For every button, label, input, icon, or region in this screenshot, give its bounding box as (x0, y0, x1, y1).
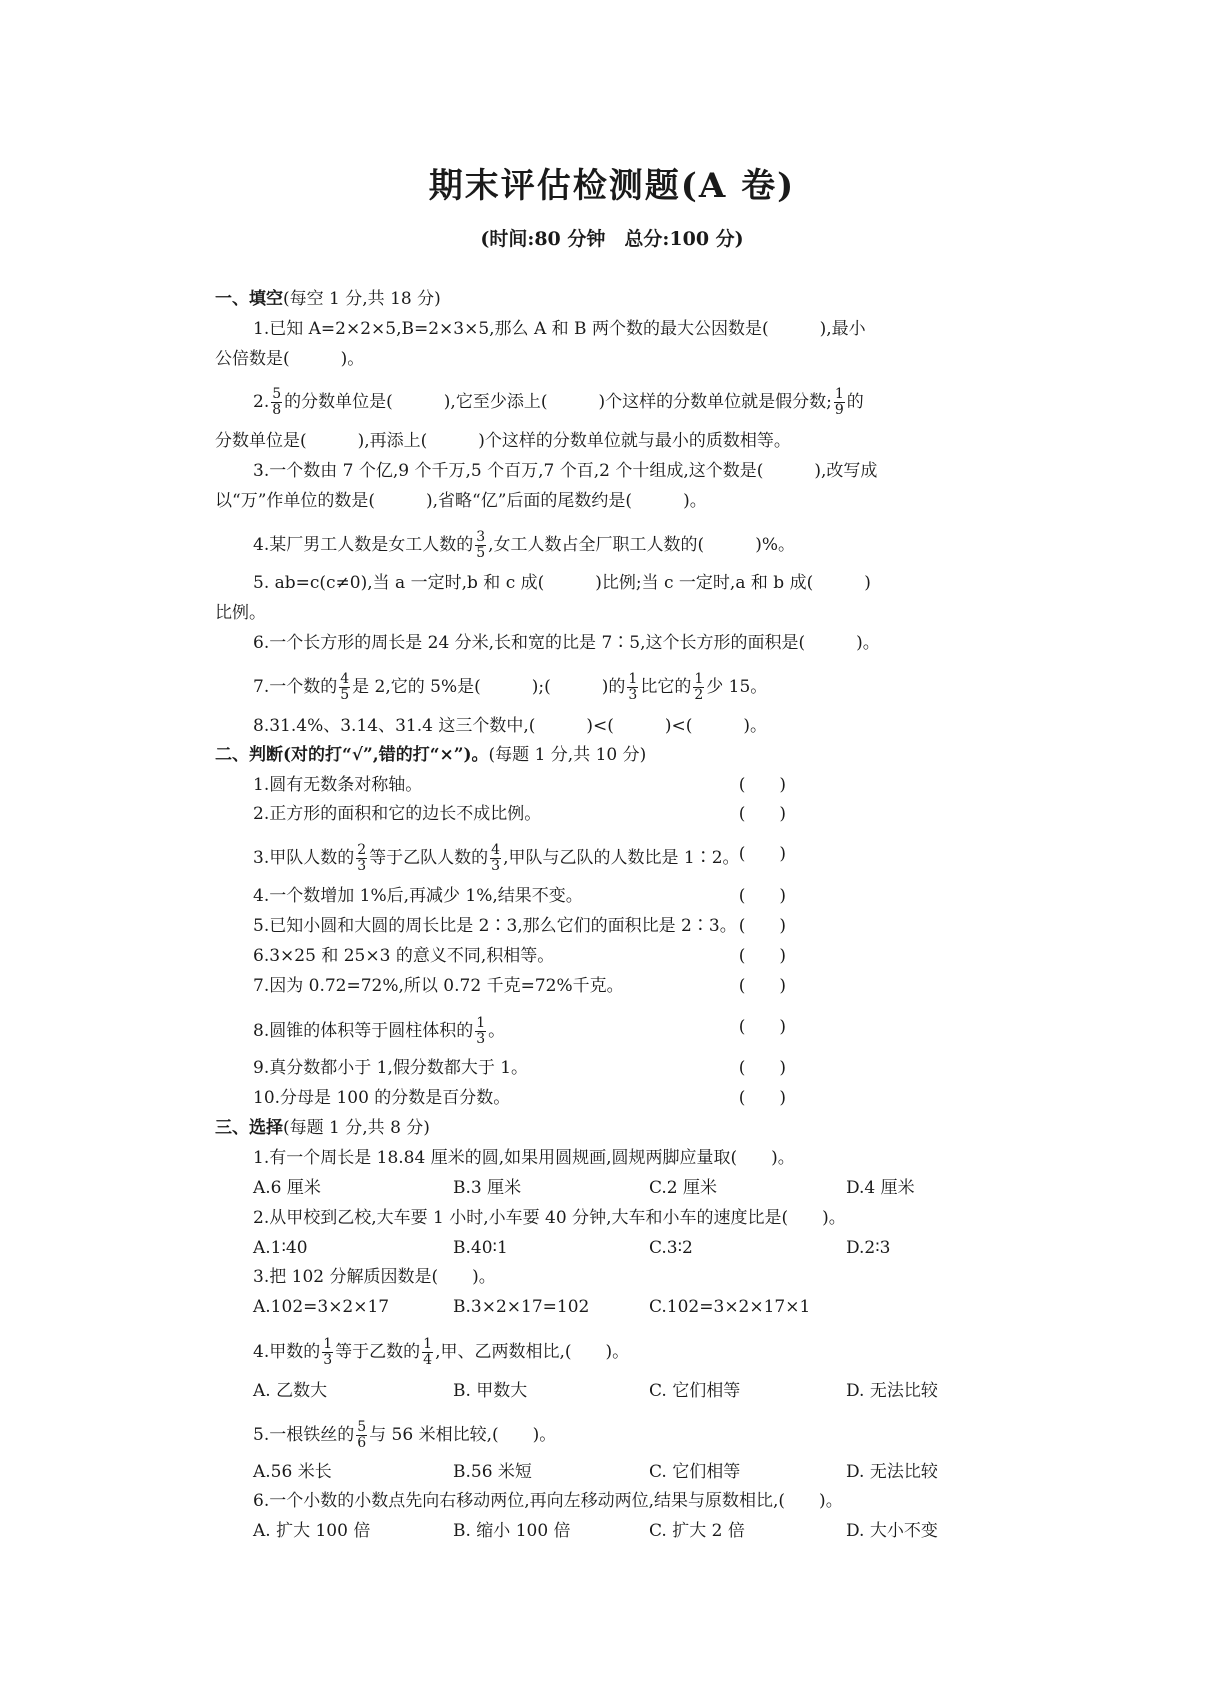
s3-q1: 1.有一个周长是 18.84 厘米的圆,如果用圆规画,圆规两脚应量取( )。 (253, 1148, 795, 1168)
fraction-denominator: 9 (834, 402, 844, 418)
section-3-heading (215, 1117, 430, 1139)
fraction-numerator: 1 (834, 386, 844, 402)
section-2-title: 二、判断(对的打“√”,错的打“×”)。 (215, 745, 489, 765)
s1-q7-mid2: 比它的 (640, 677, 692, 697)
fraction-numerator: 5 (357, 1419, 367, 1435)
exam-subtitle: (时间:80 分钟 总分:100 分) (480, 228, 744, 250)
option-b: B. 缩小 100 倍 (453, 1521, 571, 1541)
option-d: D.4 厘米 (846, 1178, 915, 1198)
fraction (322, 1337, 333, 1368)
s1-q2-line2: 分数单位是( ),再添上( )个这样的分数单位就与最小的质数相等。 (215, 431, 791, 451)
option-b: B. 甲数大 (453, 1381, 528, 1401)
option-c: C. 扩大 2 倍 (649, 1521, 745, 1541)
answer-bracket: ( ) (738, 844, 786, 864)
fraction-numerator: 1 (323, 1336, 333, 1352)
option-c: C.102=3×2×17×1 (649, 1297, 811, 1317)
section-2-heading (215, 744, 646, 766)
s1-q1-line2: 公倍数是( )。 (215, 349, 365, 369)
fraction (693, 672, 704, 703)
exam-title: 期末评估检测题(A 卷) (428, 166, 796, 206)
fraction-denominator: 3 (476, 1031, 486, 1047)
s3-q5 (253, 1420, 556, 1451)
s2-q5-row (253, 915, 1005, 937)
s2-q6-text: 6.3×25 和 25×3 的意义不同,积相等。 (253, 946, 555, 966)
s1-q5-line2: 比例。 (215, 603, 266, 623)
s2-q9-text: 9.真分数都小于 1,假分数都大于 1。 (253, 1058, 529, 1078)
s1-q2-line1 (253, 387, 864, 418)
fraction-numerator: 3 (476, 529, 486, 545)
section-1-note: (每空 1 分,共 18 分) (283, 289, 441, 309)
s1-q7-mid: 是 2,它的 5%是( );( )的 (352, 677, 626, 697)
fraction-numerator: 5 (272, 386, 282, 402)
s2-q6-row (253, 945, 1005, 967)
option-c: C.2 厘米 (649, 1178, 718, 1198)
fraction-denominator: 6 (357, 1435, 367, 1451)
s1-q5-line1: 5. ab=c(c≠0),当 a 一定时,b 和 c 成( )比例;当 c 一定时,a 和 b 成( ) (253, 573, 871, 593)
s2-q4-row (253, 885, 1005, 907)
s2-q3-row (253, 843, 1005, 874)
option-b: B.56 米短 (453, 1462, 532, 1482)
fraction-numerator: 2 (357, 842, 367, 858)
fraction-numerator: 1 (694, 671, 704, 687)
fraction (271, 387, 282, 418)
option-c: C. 它们相等 (649, 1462, 741, 1482)
fraction-denominator: 8 (272, 402, 282, 418)
answer-bracket: ( ) (738, 886, 786, 906)
option-a: A.102=3×2×17 (253, 1297, 390, 1317)
fraction-numerator: 4 (340, 671, 350, 687)
fraction-numerator: 1 (476, 1015, 486, 1031)
fraction-numerator: 1 (628, 671, 638, 687)
s2-q10-row (253, 1087, 1005, 1109)
s1-q3-line1: 3.一个数由 7 个亿,9 个千万,5 个百万,7 个百,2 个十组成,这个数是( ),改写成 (253, 461, 878, 481)
answer-bracket: ( ) (738, 916, 786, 936)
s3-q4 (253, 1337, 629, 1368)
s2-q3-mid: 等于乙队人数的 (369, 848, 489, 868)
s3-q4-mid: 等于乙数的 (335, 1342, 421, 1362)
option-d: D. 大小不变 (846, 1521, 938, 1541)
option-a: A.6 厘米 (253, 1178, 321, 1198)
s3-q5-end: 与 56 米相比较,( )。 (369, 1425, 557, 1445)
s1-q4-end: ,女工人数占全厂职工人数的( )%。 (488, 535, 795, 555)
option-a: A. 扩大 100 倍 (253, 1521, 371, 1541)
fraction-denominator: 5 (340, 687, 350, 703)
s2-q8-prefix: 8.圆锥的体积等于圆柱体积的 (253, 1021, 474, 1041)
s2-q8-row (253, 1016, 1005, 1047)
answer-bracket: ( ) (738, 976, 786, 996)
answer-bracket: ( ) (738, 775, 786, 795)
section-3-note: (每题 1 分,共 8 分) (283, 1118, 430, 1138)
fraction-denominator: 3 (491, 858, 501, 874)
s2-q1-text: 1.圆有无数条对称轴。 (253, 775, 423, 795)
s2-q10-text: 10.分母是 100 的分数是百分数。 (253, 1088, 511, 1108)
answer-bracket: ( ) (738, 946, 786, 966)
s1-q7 (253, 672, 767, 703)
fraction (356, 843, 367, 874)
option-a: A.56 米长 (253, 1462, 332, 1482)
s1-q2-mid: 的分数单位是( ),它至少添上( )个这样的分数单位就是假分数; (284, 392, 832, 412)
fraction-denominator: 4 (423, 1352, 433, 1368)
answer-bracket: ( ) (738, 804, 786, 824)
s1-q2-end: 的 (846, 392, 864, 412)
s1-q3-line2: 以“万”作单位的数是( ),省略“亿”后面的尾数约是( )。 (215, 491, 707, 511)
fraction (339, 672, 350, 703)
section-3-title: 三、选择 (215, 1118, 283, 1138)
fraction-denominator: 5 (476, 545, 486, 561)
fraction-denominator: 2 (694, 687, 704, 703)
fraction-denominator: 3 (357, 858, 367, 874)
s2-q3-prefix: 3.甲队人数的 (253, 848, 355, 868)
answer-bracket: ( ) (738, 1088, 786, 1108)
s3-q6: 6.一个小数的小数点先向右移动两位,再向左移动两位,结果与原数相比,( )。 (253, 1491, 843, 1511)
s1-q7-prefix: 7.一个数的 (253, 677, 338, 697)
fraction-numerator: 1 (423, 1336, 433, 1352)
option-d: D. 无法比较 (846, 1381, 938, 1401)
fraction (490, 843, 501, 874)
fraction (422, 1337, 433, 1368)
option-d: D. 无法比较 (846, 1462, 938, 1482)
s1-q4-prefix: 4.某厂男工人数是女工人数的 (253, 535, 474, 555)
s1-q1-line1: 1.已知 A=2×2×5,B=2×3×5,那么 A 和 B 两个数的最大公因数是( ),最小 (253, 319, 866, 339)
s2-q7-text: 7.因为 0.72=72%,所以 0.72 千克=72%千克。 (253, 976, 624, 996)
option-a: A. 乙数大 (253, 1381, 328, 1401)
s2-q4-text: 4.一个数增加 1%后,再减少 1%,结果不变。 (253, 886, 583, 906)
fraction-numerator: 4 (491, 842, 501, 858)
option-b: B.40∶1 (453, 1238, 508, 1258)
s2-q2-row (253, 803, 1005, 825)
s2-q9-row (253, 1057, 1005, 1079)
fraction (475, 530, 486, 561)
s2-q8-end: 。 (488, 1021, 506, 1041)
section-1-heading (215, 288, 441, 310)
answer-bracket: ( ) (738, 1017, 786, 1037)
s2-q5-text: 5.已知小圆和大圆的周长比是 2∶3,那么它们的面积比是 2∶3。 (253, 916, 737, 936)
fraction-denominator: 3 (323, 1352, 333, 1368)
fraction (475, 1016, 486, 1047)
s2-q1-row (253, 774, 1005, 796)
s1-q7-end: 少 15。 (706, 677, 768, 697)
s1-q4 (253, 530, 795, 561)
answer-bracket: ( ) (738, 1058, 786, 1078)
s1-q6: 6.一个长方形的周长是 24 分米,长和宽的比是 7∶5,这个长方形的面积是( )。 (253, 633, 880, 653)
s1-q2-prefix: 2. (253, 392, 270, 412)
s3-q4-end: ,甲、乙两数相比,( )。 (435, 1342, 630, 1362)
fraction-denominator: 3 (628, 687, 638, 703)
section-2-note: (每题 1 分,共 10 分) (488, 745, 647, 765)
s2-q2-text: 2.正方形的面积和它的边长不成比例。 (253, 804, 542, 824)
s3-q2: 2.从甲校到乙校,大车要 1 小时,小车要 40 分钟,大车和小车的速度比是( )。 (253, 1208, 846, 1228)
section-1-title: 一、填空 (215, 289, 283, 309)
fraction (834, 387, 845, 418)
s1-q8: 8.31.4%、3.14、31.4 这三个数中,( )<( )<( )。 (253, 716, 768, 736)
s3-q5-prefix: 5.一根铁丝的 (253, 1425, 355, 1445)
option-c: C.3∶2 (649, 1238, 693, 1258)
s3-q4-prefix: 4.甲数的 (253, 1342, 321, 1362)
fraction (356, 1420, 367, 1451)
option-b: B.3×2×17=102 (453, 1297, 590, 1317)
s2-q7-row (253, 975, 1005, 997)
option-a: A.1∶40 (253, 1238, 308, 1258)
option-d: D.2∶3 (846, 1238, 891, 1258)
option-b: B.3 厘米 (453, 1178, 522, 1198)
s3-q3: 3.把 102 分解质因数是( )。 (253, 1267, 496, 1287)
option-c: C. 它们相等 (649, 1381, 741, 1401)
s2-q3-end: ,甲队与乙队的人数比是 1∶2。 (503, 848, 740, 868)
fraction (627, 672, 638, 703)
